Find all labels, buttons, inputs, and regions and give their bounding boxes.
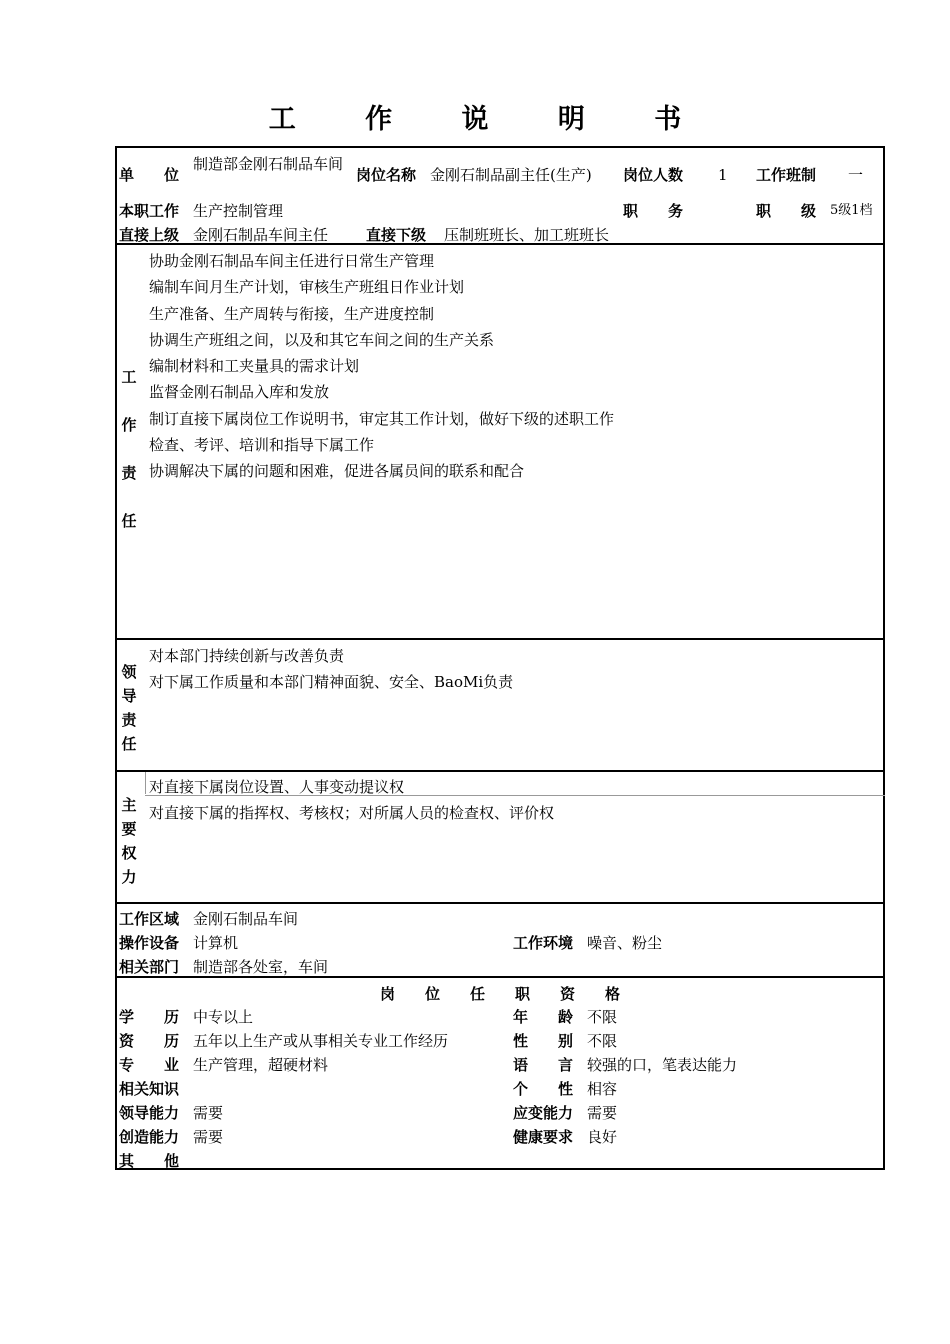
job-label: 本职工作: [119, 202, 180, 220]
label-char: 权: [121, 844, 137, 862]
list-item: 协调生产班组之间，以及和其它车间之间的生产关系: [149, 330, 495, 349]
leadership-list: [149, 643, 513, 696]
major-label: 专 业: [119, 1056, 180, 1074]
env-value: 噪音、粉尘: [587, 934, 663, 952]
duty-label: 职 务: [623, 202, 684, 220]
section-divider: [115, 770, 885, 772]
label-char: 责: [121, 711, 137, 729]
list-item: 生产准备、生产周转与衔接，生产进度控制: [149, 304, 435, 323]
qualifications-heading: 岗 位 任 职 资 格: [379, 985, 620, 1003]
authority-list: [149, 774, 554, 827]
list-item: 检查、考评、培训和指导下属工作: [149, 436, 375, 455]
list-item: 对本部门持续创新与改善负责: [149, 647, 345, 665]
language-label: 语 言: [513, 1056, 574, 1074]
subordinate-label: 直接下级: [366, 226, 427, 244]
subordinate-value: 压制班班长、加工班班长: [444, 226, 610, 244]
cell-border: [145, 772, 146, 794]
age-label: 年 龄: [513, 1008, 574, 1026]
list-item: 对下属工作质量和本部门精神面貌、安全、BaoMi负责: [149, 673, 514, 692]
personality-label: 个 性: [513, 1080, 574, 1098]
leadership-label: [118, 660, 140, 756]
shift-label: 工作班制: [756, 166, 817, 184]
post-name-value: 金刚石制品副主任(生产): [430, 166, 592, 184]
unit-label: 单 位: [119, 166, 180, 184]
gender-value: 不限: [587, 1032, 618, 1050]
age-value: 不限: [587, 1008, 618, 1026]
area-value: 金刚石制品车间: [193, 910, 299, 928]
equipment-value: 计算机: [193, 934, 239, 952]
section-divider: [115, 638, 885, 640]
label-char: 责: [121, 464, 137, 482]
language-value: 较强的口，笔表达能力: [587, 1056, 738, 1074]
list-item: 编制材料和工夹量具的需求计划: [149, 357, 360, 376]
other-label: 其 他: [119, 1152, 180, 1170]
post-name-label: 岗位名称: [356, 166, 417, 184]
authority-label: [118, 793, 140, 889]
equipment-label: 操作设备: [119, 934, 180, 952]
list-item: 监督金刚石制品入库和发放: [149, 383, 330, 402]
leadership-ability-label: 领导能力: [119, 1104, 180, 1122]
education-label: 学 历: [119, 1008, 180, 1026]
list-item: 协助金刚石制品车间主任进行日常生产管理: [149, 252, 435, 270]
personality-value: 相容: [587, 1080, 618, 1098]
job-value: 生产控制管理: [193, 202, 284, 220]
unit-value: 制造部金刚石制品车间: [193, 155, 344, 173]
responsibilities-label: [118, 365, 140, 533]
superior-value: 金刚石制品车间主任: [193, 226, 329, 244]
label-char: 作: [121, 416, 137, 434]
headcount-label: 岗位人数: [623, 166, 684, 184]
adapt-value: 需要: [587, 1104, 618, 1122]
label-char: 任: [121, 735, 137, 753]
list-item: 对直接下属的指挥权、考核权；对所属人员的检查权、评价权: [149, 804, 555, 823]
label-char: 工: [121, 368, 137, 386]
list-item: 对直接下属岗位设置、人事变动提议权: [149, 778, 405, 796]
education-value: 中专以上: [193, 1008, 254, 1026]
experience-label: 资 历: [119, 1032, 180, 1050]
list-item: 制订直接下属岗位工作说明书，审定其工作计划，做好下级的述职工作: [149, 409, 615, 428]
health-label: 健康要求: [513, 1128, 574, 1146]
experience-value: 五年以上生产或从事相关专业工作经历: [193, 1032, 449, 1050]
rank-value: 5级1档: [830, 203, 873, 218]
label-char: 力: [121, 868, 137, 886]
adapt-label: 应变能力: [513, 1104, 574, 1122]
superior-label: 直接上级: [119, 226, 180, 244]
list-item: 协调解决下属的问题和困难，促进各属员间的联系和配合: [149, 462, 525, 481]
page-title: 工 作 说 明 书: [268, 104, 712, 135]
dept-label: 相关部门: [119, 958, 180, 976]
headcount-value: 1: [718, 166, 728, 184]
label-char: 领: [121, 663, 137, 681]
rank-label: 职 级: [756, 202, 817, 220]
section-divider: [115, 902, 885, 904]
leadership-ability-value: 需要: [193, 1104, 224, 1122]
health-value: 良好: [587, 1128, 618, 1146]
label-char: 任: [121, 512, 137, 530]
label-char: 要: [121, 820, 137, 838]
list-item: 编制车间月生产计划，审核生产班组日作业计划: [149, 278, 465, 297]
gender-label: 性 别: [513, 1032, 574, 1050]
env-label: 工作环境: [513, 934, 574, 952]
label-char: 导: [121, 687, 137, 705]
area-label: 工作区域: [119, 910, 180, 928]
creative-value: 需要: [193, 1128, 224, 1146]
knowledge-label: 相关知识: [119, 1080, 180, 1098]
shift-value: 一: [848, 166, 864, 184]
creative-label: 创造能力: [119, 1128, 180, 1146]
major-value: 生产管理，超硬材料: [193, 1056, 329, 1074]
responsibilities-list: [149, 248, 614, 485]
dept-value: 制造部各处室，车间: [193, 958, 329, 976]
label-char: 主: [121, 796, 137, 814]
